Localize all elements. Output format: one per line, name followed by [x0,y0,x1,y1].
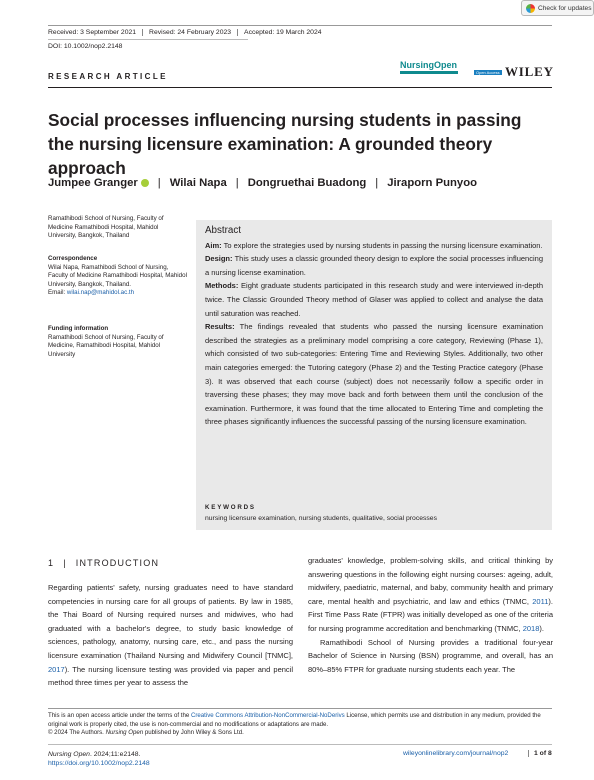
citation-journal: Nursing Open [48,751,90,758]
abstract-box [196,220,552,530]
citation-link[interactable]: 2017 [48,664,65,674]
footer-rule [48,708,552,709]
intro-text: ). [539,623,544,633]
methods-label: Methods: [205,281,239,291]
check-for-updates-label: Check for updates [538,4,592,12]
funding-heading: Funding information [48,325,109,332]
funding-body: Ramathibodi School of Nursing, Faculty of Medicine, Ramathibodi Hospital, Mahidol University [48,333,164,358]
design-text: This study uses a classic grounded theory design to explore the social processes influencing a nursing license examination. [205,254,543,277]
email-label: Email: [48,289,67,297]
abstract-aim [205,239,543,253]
open-access-badge: Open Access [476,70,500,75]
abstract-heading: Abstract [205,225,241,236]
revised-date: Revised: 24 February 2023 [149,29,238,36]
check-for-updates-button[interactable] [521,0,594,16]
introduction-heading [48,558,159,568]
citation-volume: . 2024;11:e2148. [89,751,141,758]
copyright-publisher: published by John Wiley & Sons Ltd. [143,729,244,737]
aim-text: To explore the strategies used by nursing students in passing the nursing licensure examination. [221,240,543,250]
article-type-rule [48,87,552,88]
email-link[interactable]: wilai.nap@mahidol.ac.th [66,289,135,297]
intro-column-left [48,581,293,690]
design-label: Design: [205,254,233,264]
intro-text: Regarding patients' safety, nursing graduates need to have standard competencies in nursing care for all groups of patients. By law in 1985, the Thai Board of Nursing required nurses and midwives, who had graduated with a bachelor's degree, to study basic knowledge of sciences, pathology, anatomy, nursing care, etc., and pass the nursing licensure examination (Thailand Nursing and Midwifery Council [TNMC], [48,583,293,660]
correspondence-heading: Correspondence [48,255,98,262]
author-link[interactable]: Jumpee Granger [48,177,138,189]
keywords: nursing licensure examination, nursing students, qualitative, social processes [205,515,437,522]
author-separator: | [375,177,379,189]
section-separator: | [63,558,67,568]
article-dates [48,29,334,36]
bottom-rule [48,744,552,745]
crossmark-icon [526,4,535,13]
accepted-date: Accepted: 19 March 2024 [244,29,322,36]
article-title: Social processes influencing nursing students in passing the nursing licensure examination: A grounded theory approach [48,110,522,178]
license-notice [48,712,552,738]
copyright-text: © 2024 The Authors. [48,729,106,737]
journal-logo[interactable] [400,60,458,74]
journal-logo-text: NursingOpen [400,60,458,70]
intro-text: graduates' knowledge, problem-solving skills, and critical thinking by answering questions in the following eight nursing courses: ageing, adult, midwifery, paediatric, maternal, and baby, community health and primary care, mental health and psychiatric, and law and ethics (TNMC, [308,556,553,606]
orcid-icon[interactable] [141,179,149,187]
journal-site-link[interactable]: wileyonlinelibrary.com/journal/nop2 [403,750,509,757]
email-line [48,289,188,298]
license-text: License, which permits use and distribution in any medium, provided the original work is properly cited, the use is non-commercial and no modifications or adaptations are made. [48,712,541,728]
keywords-heading: KEYWORDS [205,504,256,511]
citation-link[interactable]: 2011 [532,596,549,606]
methods-text: Eight graduate students participated in this research study and were interviewed in-depth twice. The Classic Grounded Theory method of Glaser was applied to collect and analyse the data until saturation was reached. [205,281,543,318]
doi-link[interactable]: https://doi.org/10.1002/nop2.2148 [48,760,150,767]
license-text: This is an open access article under the terms of the [48,712,191,719]
correspondence [48,255,188,298]
intro-paragraph [308,554,553,636]
abstract-methods [205,279,543,320]
citation-footer [48,750,150,768]
correspondence-body: Wilai Napa, Ramathibodi School of Nursing, Faculty of Medicine Ramathibodi Hospital, Mahidol University, Bangkok, Thailand. [48,263,187,288]
abstract-results [205,320,543,429]
aim-label: Aim: [205,240,222,250]
doi: DOI: 10.1002/nop2.2148 [48,43,123,50]
header-rule [48,25,552,26]
intro-paragraph: Ramathibodi School of Nursing provides a traditional four-year Bachelor of Science in Nursing (BSN) programme, and overall, has an 80%–85% FTPR for graduate nursing students each year. The [308,637,553,674]
author-list [48,177,477,189]
received-date: Received: 3 September 2021 [48,29,143,36]
abstract-design [205,252,543,279]
author-link[interactable]: Wilai Napa [169,177,227,189]
author-separator: | [157,177,161,189]
journal-logo-bar [400,71,458,74]
author-separator: | [235,177,239,189]
intro-text: ). The nursing licensure testing was provided via paper and pencil method three times per year to assess the [48,664,293,688]
page-number: 1 of 8 [528,750,552,757]
intro-text: ). First Time Pass Rate (FTPR) was initially developed as one of the criteria for nursing programme accreditation and benchmarking (TNMC, [308,596,553,633]
publisher-logo[interactable]: WILEY [505,64,554,79]
article-type: RESEARCH ARTICLE [48,72,168,81]
section-number: 1 [48,558,55,568]
author-link[interactable]: Dongruethai Buadong [247,177,367,189]
license-link[interactable]: Creative Commons Attribution-NonCommercial-NoDerivs [190,712,345,719]
results-text: The findings revealed that students who passed the nursing licensure examination described the strategies as a preliminary model comprising a core category, Reviewing (Phase 1), which consisted of two sub-categories: Entering Time and Reviewing Styles. Additionally, two other main categories emerged: the Tutoring category (Phase 2) and the Testing Practice category (Phase 3). It was observed that each course (subject) does not necessarily follow a specific order in traversing these phases; they may move back and forth between them until the conclusion of the examination. Furthermore, it was found that the time allocated to Entering Time and completing the three phases significantly influences the successful passing of the nursing licensure examination. [205,322,543,427]
affiliation: Ramathibodi School of Nursing, Faculty of Medicine Ramathibodi Hospital, Mahidol University, Bangkok, Thailand [48,215,164,240]
citation-link[interactable]: 2018 [522,623,540,633]
intro-column-right [308,554,553,676]
results-label: Results: [205,322,235,332]
author-link[interactable]: Jiraporn Punyoo [387,177,477,189]
copyright-journal: Nursing Open [105,729,144,737]
doi-rule [48,39,248,40]
funding-information [48,325,188,359]
section-title: INTRODUCTION [75,558,160,568]
